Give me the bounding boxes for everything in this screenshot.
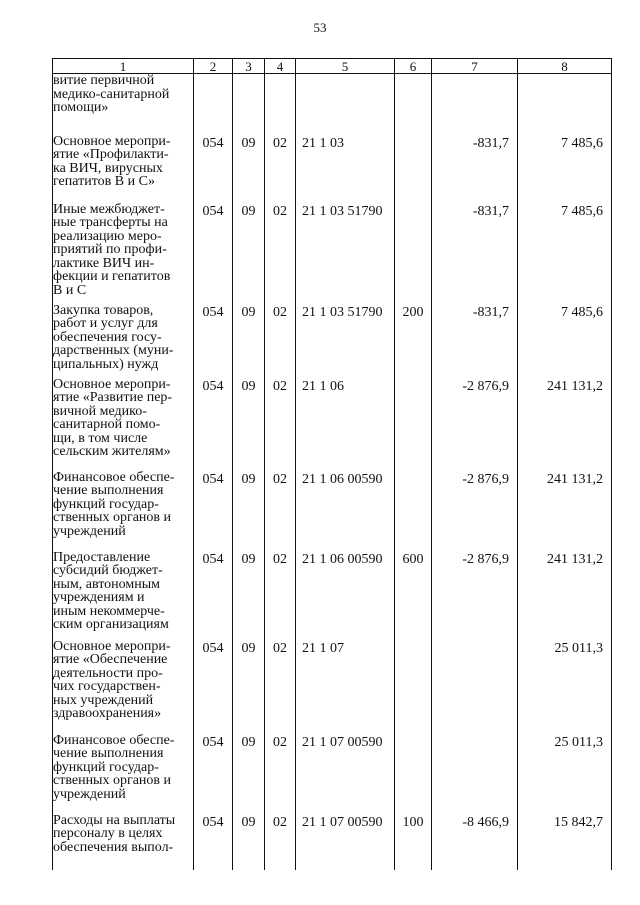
budget-table: [52, 58, 612, 870]
cell-rz: 09: [233, 135, 265, 203]
description-line: функций государ-: [53, 496, 159, 512]
cell-ved: 054: [194, 471, 233, 551]
description-line: реализацию меро-: [53, 228, 162, 244]
description-line: Основное меропри-: [53, 638, 171, 654]
cell-ved: 054: [194, 135, 233, 203]
cell-csr: 21 1 07 00590: [296, 814, 395, 870]
description-line: ципальных) нужд: [53, 356, 159, 372]
table-row: [53, 814, 612, 870]
cell-total: 25 011,3: [518, 734, 612, 814]
description-line: Иные межбюджет-: [53, 201, 165, 217]
row-description: [53, 135, 194, 203]
page-number: 53: [313, 20, 327, 35]
description-line: обеспечения выпол-: [53, 839, 174, 855]
cell-csr: 21 1 03 51790: [296, 304, 395, 378]
cell-vr: [395, 74, 432, 135]
description-line: Основное меропри-: [53, 376, 171, 392]
cell-pr: 02: [265, 135, 296, 203]
cell-rz: 09: [233, 203, 265, 304]
row-description: [53, 814, 194, 870]
cell-csr: 21 1 06 00590: [296, 471, 395, 551]
description-line: чение выполнения: [53, 483, 164, 498]
cell-csr: [296, 74, 395, 135]
column-header: 7: [432, 59, 518, 74]
cell-vr: [395, 378, 432, 471]
cell-change: -831,7: [432, 135, 518, 203]
column-header: 4: [265, 59, 296, 74]
cell-pr: [265, 74, 296, 135]
cell-total: 241 131,2: [518, 471, 612, 551]
cell-csr: 21 1 07 00590: [296, 734, 395, 814]
cell-change: -831,7: [432, 203, 518, 304]
cell-vr: 600: [395, 551, 432, 640]
table-row: [53, 471, 612, 551]
column-header: 2: [194, 59, 233, 74]
cell-change: -2 876,9: [432, 551, 518, 640]
cell-total: 15 842,7: [518, 814, 612, 870]
description-line: ятие «Развитие пер-: [53, 390, 173, 405]
description-line: ным, автономным: [53, 576, 161, 592]
table-row: [53, 203, 612, 304]
description-line: дарственных (муни-: [53, 343, 174, 358]
cell-csr: 21 1 07: [296, 640, 395, 734]
cell-pr: 02: [265, 471, 296, 551]
description-line: ственных органов и: [53, 773, 172, 788]
description-line: ка ВИЧ, вирусных: [53, 160, 163, 176]
row-description: [53, 551, 194, 640]
description-line: работ и услуг для: [53, 316, 158, 331]
cell-rz: 09: [233, 734, 265, 814]
description-line: деятельности про-: [53, 665, 163, 681]
cell-total: 25 011,3: [518, 640, 612, 734]
table-row: [53, 135, 612, 203]
cell-vr: [395, 471, 432, 551]
cell-ved: 054: [194, 551, 233, 640]
cell-total: 7 485,6: [518, 203, 612, 304]
cell-ved: 054: [194, 203, 233, 304]
description-line: фекции и гепатитов: [53, 269, 171, 284]
description-line: персоналу в целях: [53, 826, 163, 841]
cell-vr: [395, 203, 432, 304]
column-header: 1: [53, 59, 194, 74]
cell-rz: 09: [233, 378, 265, 471]
description-line: Финансовое обеспе-: [53, 732, 175, 748]
description-line: Основное меропри-: [53, 133, 171, 149]
cell-pr: 02: [265, 734, 296, 814]
description-line: субсидий бюджет-: [53, 563, 163, 578]
cell-csr: 21 1 03 51790: [296, 203, 395, 304]
cell-total: 241 131,2: [518, 378, 612, 471]
description-line: Финансовое обеспе-: [53, 469, 175, 485]
cell-change: -2 876,9: [432, 378, 518, 471]
cell-change: -2 876,9: [432, 471, 518, 551]
cell-vr: [395, 640, 432, 734]
table-row: [53, 640, 612, 734]
description-line: иным некоммерче-: [53, 603, 165, 619]
description-line: ятие «Профилакти-: [53, 147, 169, 162]
row-description: [53, 471, 194, 551]
cell-total: 241 131,2: [518, 551, 612, 640]
cell-vr: 100: [395, 814, 432, 870]
description-line: сельским жителям»: [53, 444, 171, 459]
cell-change: [432, 734, 518, 814]
cell-rz: 09: [233, 304, 265, 378]
cell-csr: 21 1 06 00590: [296, 551, 395, 640]
cell-ved: 054: [194, 814, 233, 870]
cell-pr: 02: [265, 814, 296, 870]
cell-rz: 09: [233, 814, 265, 870]
description-line: обеспечения госу-: [53, 329, 162, 345]
cell-ved: 054: [194, 304, 233, 378]
description-line: учреждений: [53, 786, 126, 802]
cell-change: -8 466,9: [432, 814, 518, 870]
table-row: [53, 304, 612, 378]
description-line: медико-санитарной: [53, 86, 170, 102]
cell-pr: 02: [265, 304, 296, 378]
row-description: [53, 378, 194, 471]
cell-vr: 200: [395, 304, 432, 378]
row-description: [53, 734, 194, 814]
description-line: учреждений: [53, 523, 126, 539]
cell-rz: [233, 74, 265, 135]
cell-total: 7 485,6: [518, 304, 612, 378]
cell-ved: 054: [194, 640, 233, 734]
description-line: чих государствен-: [53, 679, 161, 694]
cell-rz: 09: [233, 551, 265, 640]
description-line: приятий по профи-: [53, 242, 167, 257]
table-row: [53, 734, 612, 814]
description-line: лактике ВИЧ ин-: [53, 255, 155, 271]
column-header: 6: [395, 59, 432, 74]
cell-rz: 09: [233, 471, 265, 551]
description-line: щи, в том числе: [53, 430, 148, 446]
cell-pr: 02: [265, 203, 296, 304]
table-row: [53, 378, 612, 471]
description-line: ные трансферты на: [53, 215, 168, 230]
description-line: ятие «Обеспечение: [53, 652, 168, 667]
cell-csr: 21 1 03: [296, 135, 395, 203]
cell-vr: [395, 734, 432, 814]
cell-total: [518, 74, 612, 135]
cell-ved: [194, 74, 233, 135]
description-line: санитарной помо-: [53, 417, 161, 432]
row-description: [53, 203, 194, 304]
cell-csr: 21 1 06: [296, 378, 395, 471]
table-row: [53, 74, 612, 135]
description-line: гепатитов В и С»: [53, 174, 155, 189]
description-line: Расходы на выплаты: [53, 812, 176, 828]
cell-pr: 02: [265, 640, 296, 734]
cell-change: [432, 640, 518, 734]
row-description: [53, 640, 194, 734]
description-line: ским организациям: [53, 617, 169, 632]
header-row: [53, 59, 612, 74]
description-line: В и С: [53, 282, 87, 298]
cell-vr: [395, 135, 432, 203]
description-line: витие первичной: [53, 73, 155, 88]
description-line: здравоохранения»: [53, 706, 162, 721]
cell-ved: 054: [194, 734, 233, 814]
description-line: вичной медико-: [53, 403, 147, 419]
description-line: ственных органов и: [53, 510, 172, 525]
cell-rz: 09: [233, 640, 265, 734]
description-line: учреждениям и: [53, 590, 145, 605]
row-description: [53, 74, 194, 135]
column-header: 8: [518, 59, 612, 74]
description-line: ных учреждений: [53, 692, 154, 708]
column-header: 5: [296, 59, 395, 74]
description-line: помощи»: [53, 100, 109, 115]
table-row: [53, 551, 612, 640]
column-header: 3: [233, 59, 265, 74]
cell-change: -831,7: [432, 304, 518, 378]
description-line: функций государ-: [53, 759, 159, 775]
cell-total: 7 485,6: [518, 135, 612, 203]
table-body: [53, 74, 612, 870]
description-line: чение выполнения: [53, 746, 164, 761]
cell-pr: 02: [265, 551, 296, 640]
cell-ved: 054: [194, 378, 233, 471]
cell-change: [432, 74, 518, 135]
description-line: Предоставление: [53, 549, 151, 565]
description-line: Закупка товаров,: [53, 302, 154, 318]
cell-pr: 02: [265, 378, 296, 471]
row-description: [53, 304, 194, 378]
